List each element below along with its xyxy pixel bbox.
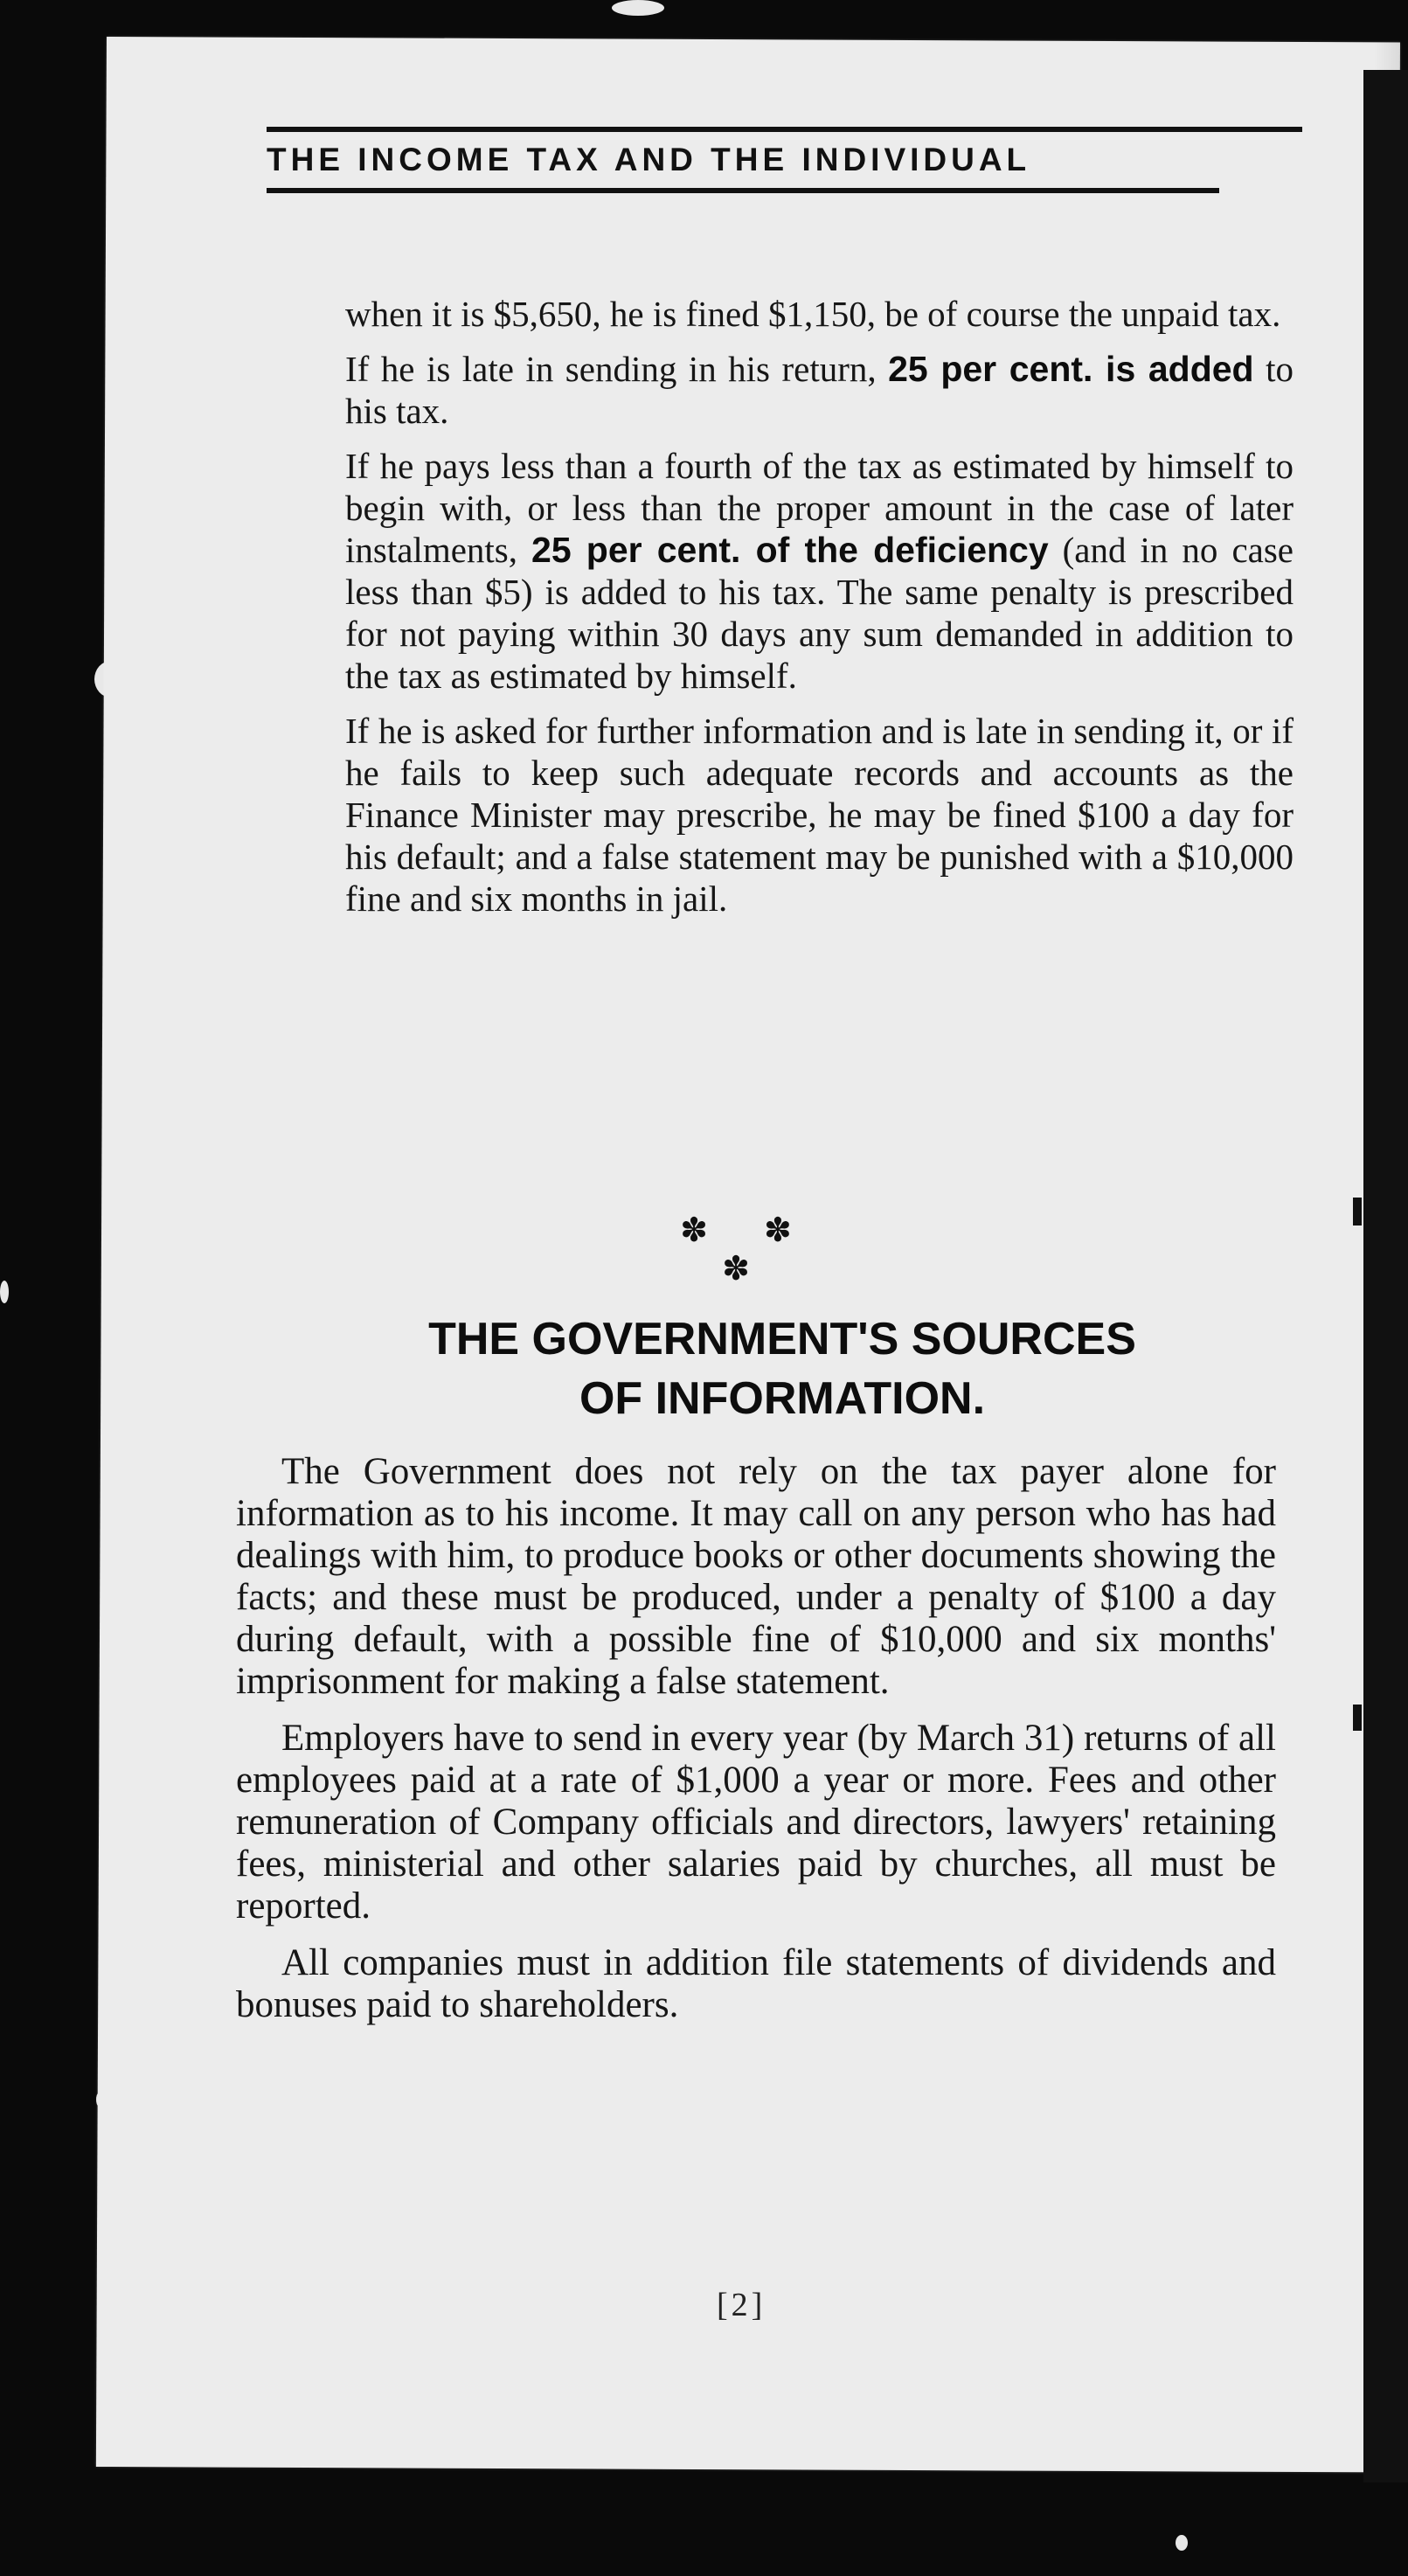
page-number: [2]: [717, 2287, 766, 2323]
continuation-paragraph: [345, 348, 1294, 432]
continuation-paragraph: [345, 293, 1294, 335]
scan-speck: [0, 1281, 9, 1303]
body-text: to his tax.: [345, 349, 1294, 431]
scan-speck: [1176, 2535, 1188, 2551]
continuation-paragraph: [345, 445, 1294, 697]
body-text: (and in no case less than $5) is added to his tax. The same penalty is prescribed for not paying within 30 days any sum demanded in addition to the tax as estimated by himself.: [345, 530, 1294, 696]
continuation-paragraph: [345, 710, 1294, 920]
emphasis-text: 25 per cent. is added: [888, 349, 1254, 389]
running-title: THE INCOME TAX AND THE INDIVIDUAL: [267, 142, 1031, 177]
body-text: If he pays less than a fourth of the tax as estimated by himself to begin with, or less than the proper amount in the case of later instalments,: [345, 446, 1294, 570]
header-rule-bottom: [267, 188, 1219, 193]
section-heading-line-1: THE GOVERNMENT'S SOURCES: [428, 1314, 1136, 1364]
body-text: If he is late in sending in his return,: [345, 349, 889, 389]
section-heading-line-2: OF INFORMATION.: [579, 1373, 986, 1424]
body-text: when it is $5,650, he is fined $1,150, be of course the unpaid tax.: [345, 294, 1281, 334]
emphasis-text: 25 per cent. of the deficiency: [531, 530, 1049, 570]
section-heading: [262, 1309, 1302, 1428]
section-paragraph: All companies must in addition file statements of dividends and bonuses paid to shareholders.: [236, 1942, 1276, 2025]
scan-speck: [612, 0, 664, 16]
binding-mark: [1353, 1705, 1362, 1731]
section-paragraph: The Government does not rely on the tax payer alone for information as to his income. It may call on any person who has had dealings with him, to produce books or other documents showing the facts; and these must be produced, under a penalty of $100 a day during default, with a possible fine of $10,000 and six months' imprisonment for making a false statement.: [236, 1451, 1276, 1702]
section-paragraph: Employers have to send in every year (by March 31) returns of all employees paid at a rate of $1,000 a year or more. Fees and other remuneration of Company officials and directors, lawyers' retaining fees, ministerial and other salaries paid by churches, all must be reported.: [236, 1718, 1276, 1927]
section-body: [236, 1451, 1276, 2041]
running-header: [267, 127, 1302, 193]
binding-mark: [1353, 1198, 1362, 1226]
section-ornament: ✽ ✽ ✽: [680, 1211, 815, 1288]
binding-edge: [1363, 70, 1408, 2482]
header-rule-top: [267, 127, 1302, 132]
body-text: If he is asked for further information and is late in sending it, or if he fails to keep such adequate records and accounts as the Finance Minister may prescribe, he may be fined $100 a day for his default; and a false statement may be punished with a $10,000 fine and six months in jail.: [345, 711, 1294, 919]
continuation-text: [345, 293, 1294, 933]
